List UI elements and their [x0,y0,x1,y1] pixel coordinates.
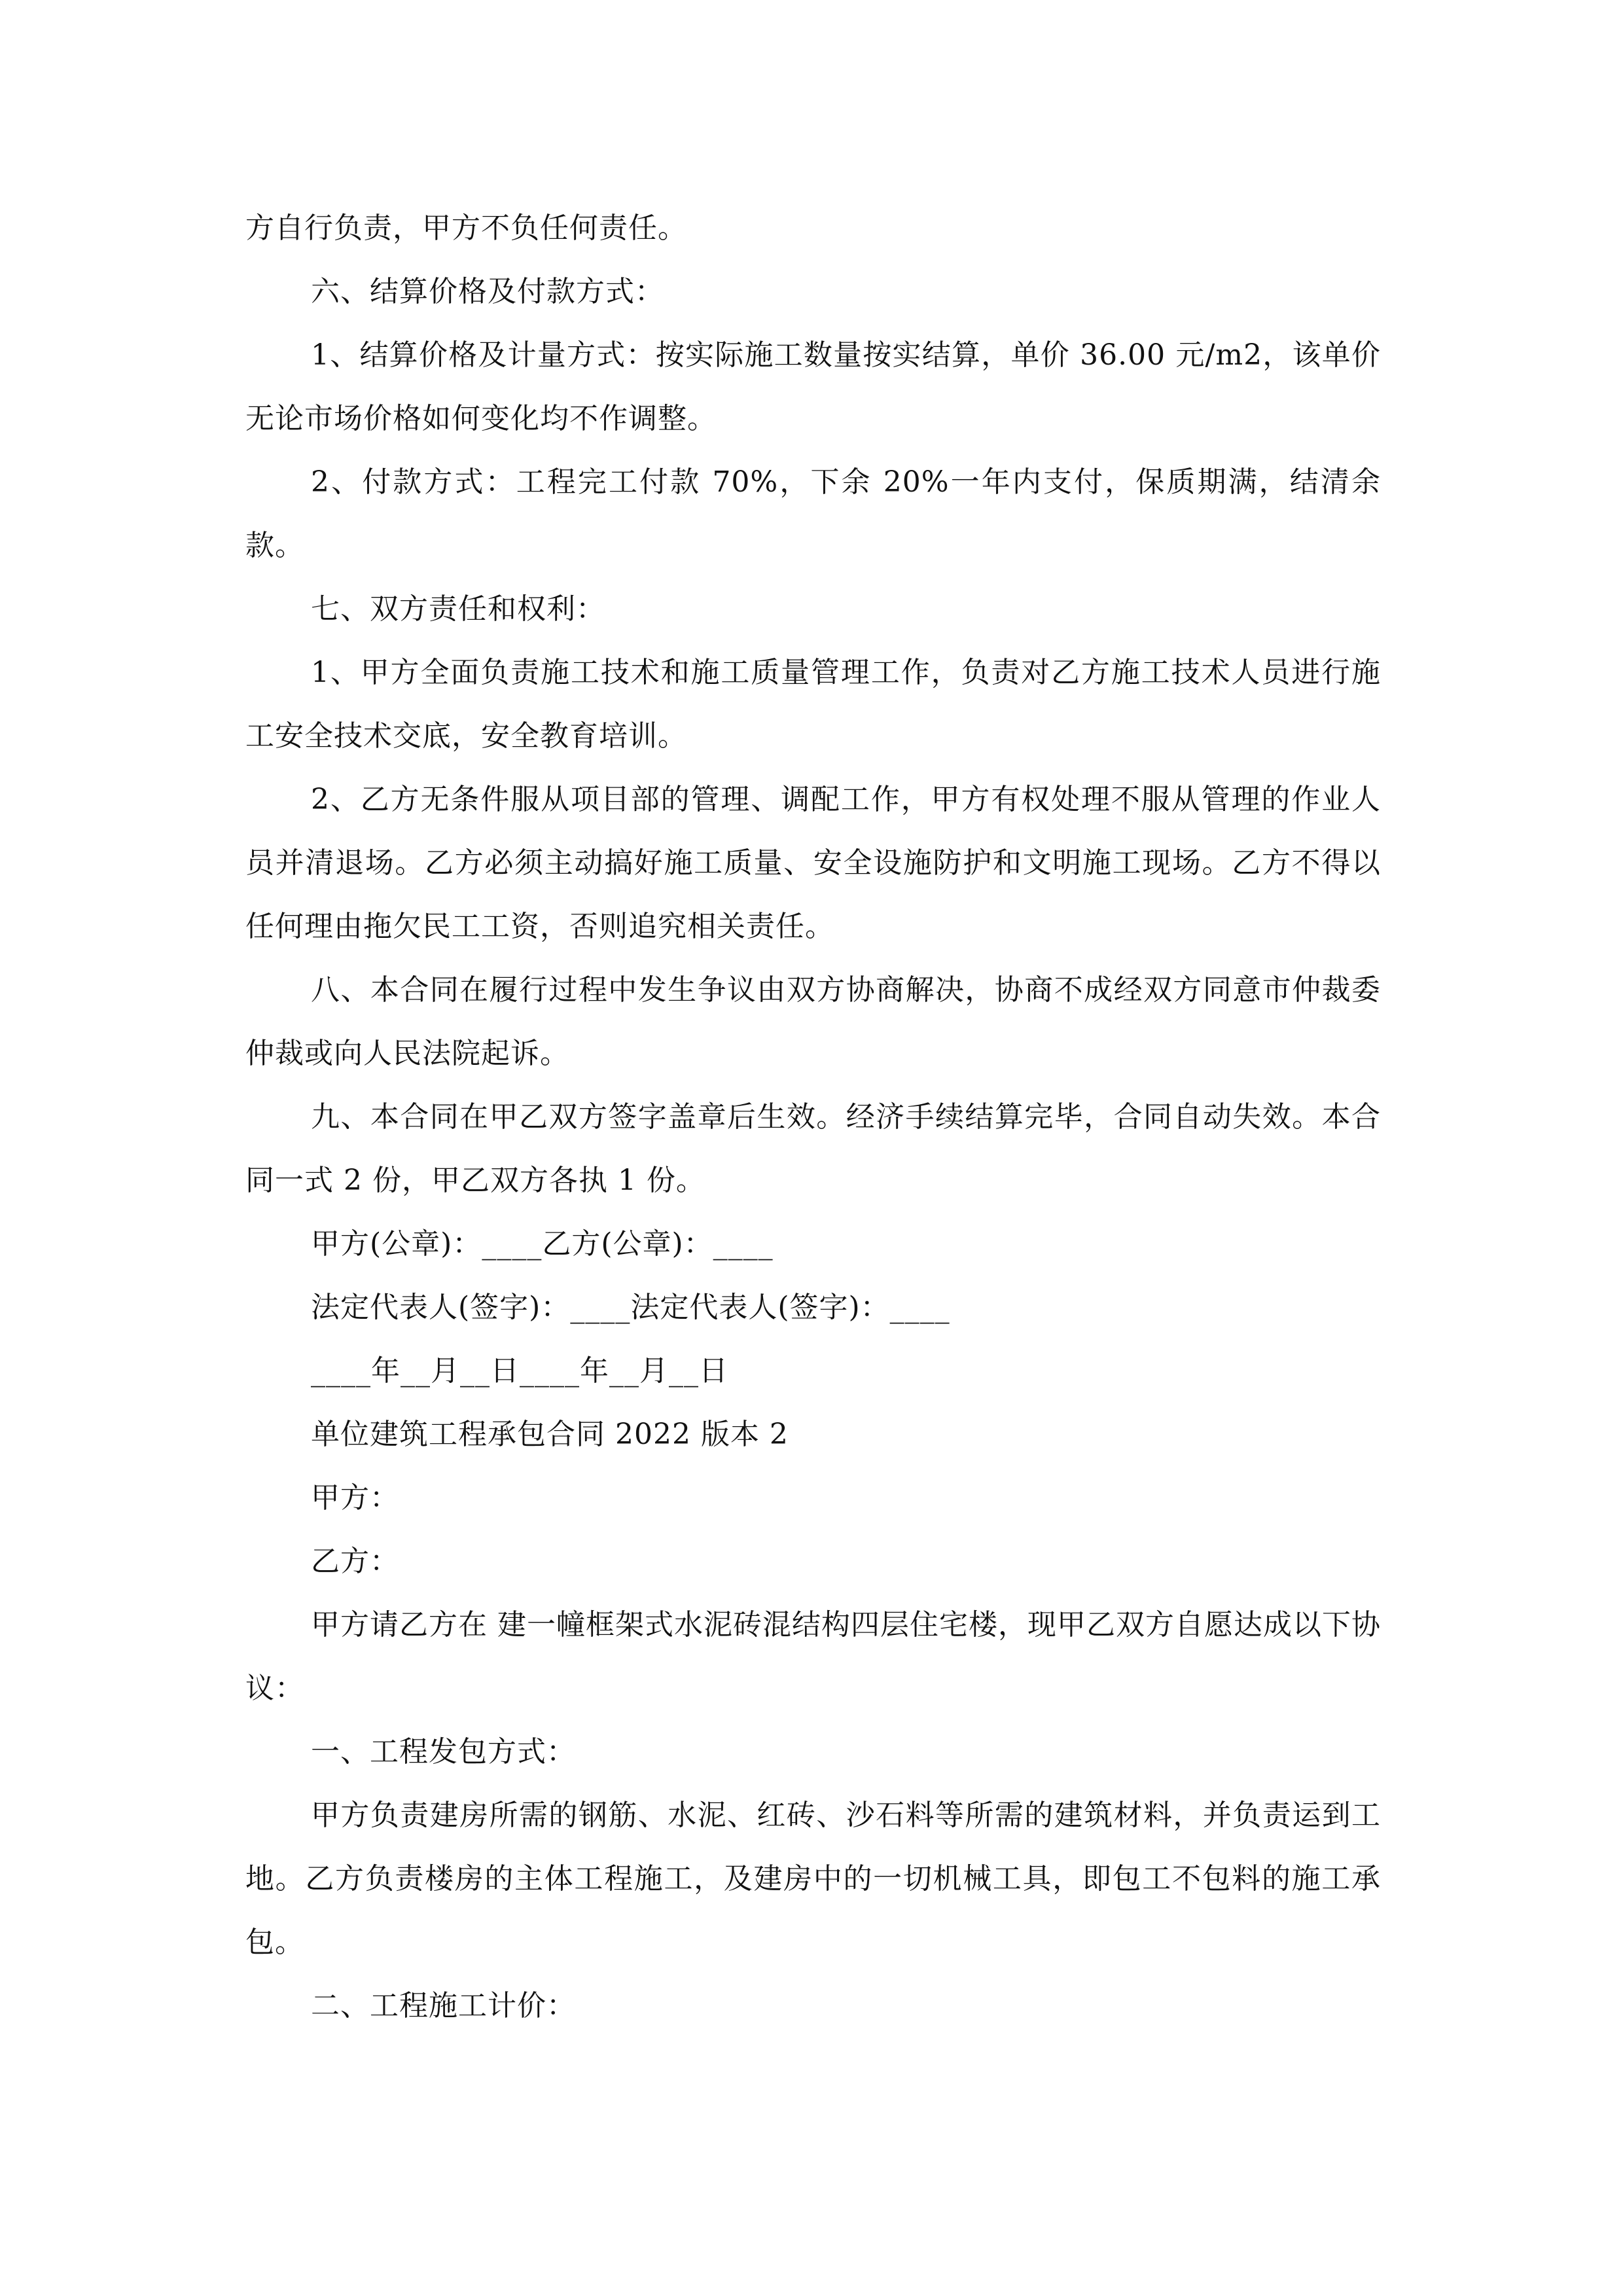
section-heading-responsibilities: 七、双方责任和权利： [311,592,605,626]
section-heading-contract-method: 一、工程发包方式： [311,1735,576,1768]
party-b-label: 乙方： [311,1545,399,1578]
paragraph-contract-method: 甲方负责建房所需的钢筋、水泥、红砖、沙石料等所需的建筑材料，并负责运到工地。乙方负责楼房的主体工程施工，及建房中的一切机械工具，即包工不包料的施工承包。 [245,1799,1381,1959]
paragraph-party-a-responsibility: 1、甲方全面负责施工技术和施工质量管理工作，负责对乙方施工技术人员进行施工安全技术交底，安全教育培训。 [245,656,1381,753]
signature-date-line: ____年__月__日____年__月__日 [311,1354,728,1388]
party-a-label: 甲方： [311,1481,399,1515]
document-subtitle: 单位建筑工程承包合同 2022 版本 2 [311,1418,789,1451]
signature-representative-line: 法定代表人(签字)：____法定代表人(签字)：____ [311,1291,950,1324]
section-heading-settlement: 六、结算价格及付款方式： [311,275,664,308]
document-body [245,196,1381,2037]
section-heading-pricing: 二、工程施工计价： [311,1989,576,2022]
signature-seal-line: 甲方(公章)：____乙方(公章)：____ [311,1227,774,1261]
paragraph-agreement-intro: 甲方请乙方在 建一幢框架式水泥砖混结构四层住宅楼，现甲乙双方自愿达成以下协议： [245,1608,1381,1705]
paragraph-settlement-price: 1、结算价格及计量方式：按实际施工数量按实结算，单价 36.00 元/m2，该单价无论市场价格如何变化均不作调整。 [245,338,1381,435]
paragraph-continuation: 方自行负责，甲方不负任何责任。 [245,211,687,245]
paragraph-dispute-resolution: 八、本合同在履行过程中发生争议由双方协商解决，协商不成经双方同意市仲裁委仲裁或向人民法院起诉。 [245,973,1381,1070]
paragraph-payment-method: 2、付款方式：工程完工付款 70%，下余 20%一年内支付，保质期满，结清余款。 [245,465,1381,562]
paragraph-contract-effective: 九、本合同在甲乙双方签字盖章后生效。经济手续结算完毕，合同自动失效。本合同一式 2 份，甲乙双方各执 1 份。 [245,1100,1381,1197]
paragraph-party-b-responsibility: 2、乙方无条件服从项目部的管理、调配工作，甲方有权处理不服从管理的作业人员并清退场。乙方必须主动搞好施工质量、安全设施防护和文明施工现场。乙方不得以任何理由拖欠民工工资，否则追究相关责任。 [245,783,1381,943]
